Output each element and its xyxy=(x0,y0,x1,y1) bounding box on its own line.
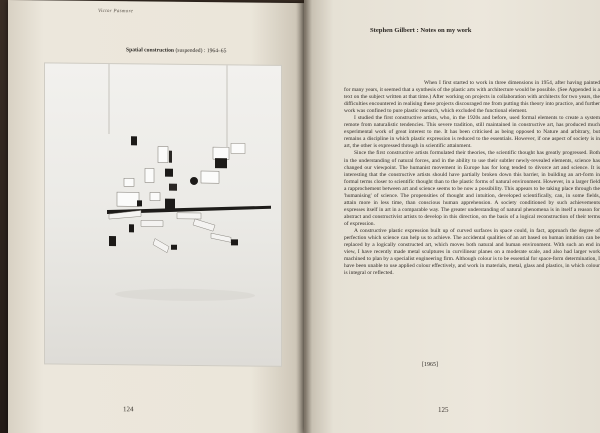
book-gutter xyxy=(296,0,312,433)
left-page xyxy=(8,0,304,433)
sculpture-photograph xyxy=(44,62,282,366)
left-running-head: Victor Pasmore xyxy=(98,8,134,15)
right-page-number: 125 xyxy=(438,406,449,414)
paragraph: When I first started to work in three dimensions in 1954, after having painted for many years, it seemed that a synthesis of the plastic arts with architecture would be possible. (See Appended is a text on the subject written at that time.) After working on projects in collaboration with architects for two years, the difficulties encountered in realising these projects discouraged me from putting this theory into practice, and further work was confined to pure plastic research, which excluded the functional element. xyxy=(344,80,600,115)
paragraph: A constructive plastic expression built up of curved surfaces in space could, in fact, approach the degree of perfection which science can help us to achieve. The accidental qualities of an art based on human intuition can be replaced by a logically constructed art, which moves both natural and human environment. With such an end in view, I have recently made metal sculptures in curvilinear planes on a moderate scale, and also had larger work machined to plan by a specialist engineering firm. Although colour is to be essential for space-form determination, I have been unable to use applied colour effectively, and work in materials, metal, glass and plastics, in which colour is integral or reflected. xyxy=(344,227,600,277)
caption-detail: (suspended) : 1964–65 xyxy=(175,47,227,55)
caption-title: Spatial construction xyxy=(126,47,175,54)
essay-title: Stephen Gilbert : Notes on my work xyxy=(370,27,472,34)
essay-date: [1965] xyxy=(422,362,438,368)
essay-body xyxy=(344,80,600,277)
suspended-construction-image xyxy=(45,63,281,365)
figure-caption xyxy=(126,47,226,54)
paragraph: I studied the first constructive artists, who, in the 1920s and before, used formal elements to create a system remote from naturalistic tendencies. This severe tradition, still maintained in constructive art, has produced much experimental work of great interest to me. It has been criticised as being opposed to Nature and arbitrary, but remains a discipline in which plastic expression is reduced to the essentials. However, if one aspect of society is in art, the other is expressed through in scientific attainment. xyxy=(344,115,600,150)
left-page-number: 124 xyxy=(123,405,134,414)
paragraph: Since the first constructive artists formulated their theories, the scientific thought has greatly progressed. Both in the understanding of natural forces, and in the ability to use their subtler newly-revealed elements, science has changed our viewpoint. The humanist movement in Europe has for long tended to divorce art and science. It is interesting that the constructive artists should have partially broken down this barrier, in building an art-form in formal terms closer to scientific thought than to the plastic forms of natural environment. However, in a larger field a rapprochement between art and science seems to be now a possibility. This appears to be taking place through the 'humanising' of science. The propensities of thought and intuition, developed scientifically, can, in some fields, attain more in less time, than conscious human apprehension. A society conditioned by such achievements expresses itself in art in a comparable way. The greater understanding of natural phenomena is in itself a reason for abstract and constructivist artists to develop in this direction, on the basis of a logical reconstruction of their terms of expression. xyxy=(344,150,600,227)
